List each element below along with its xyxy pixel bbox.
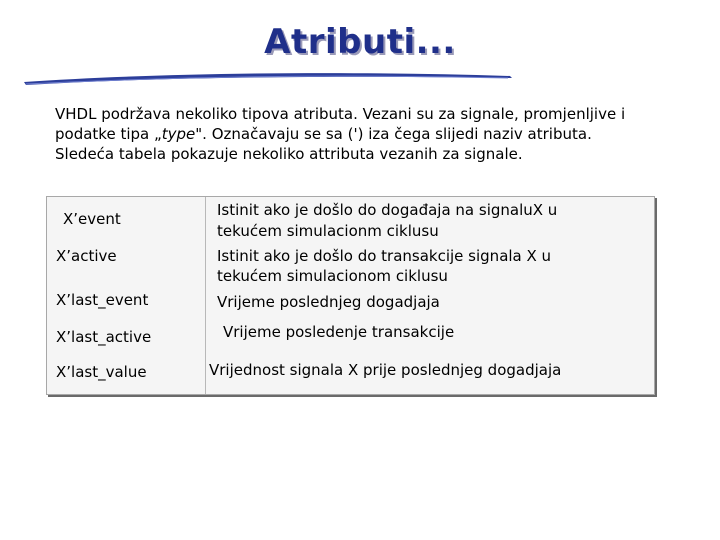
desc-event-line1: Istinit ako je došlo do događaja na signaluX u bbox=[217, 201, 558, 219]
title-underline-swoosh bbox=[20, 66, 520, 86]
attr-active: X’active bbox=[56, 247, 117, 265]
attributes-table bbox=[46, 196, 655, 395]
desc-active-line2: tekućem simulacionom ciklusu bbox=[217, 267, 448, 285]
intro-paragraph bbox=[55, 104, 685, 164]
intro-line-2-suffix: ". Označavaju se sa (') iza čega slijedi naziv atributa. bbox=[195, 125, 592, 143]
attr-last-value: X’last_value bbox=[56, 363, 147, 381]
desc-last-event: Vrijeme poslednjeg dogadjaja bbox=[217, 293, 440, 311]
desc-last-value: Vrijednost signala X prije poslednjeg dogadjaja bbox=[209, 361, 562, 379]
intro-type-italic: type bbox=[161, 125, 196, 143]
attr-last-active: X’last_active bbox=[56, 328, 152, 346]
intro-line-2 bbox=[55, 124, 685, 144]
intro-line-3: Sledeća tabela pokazuje nekoliko attributa vezanih za signale. bbox=[55, 145, 523, 163]
slide-title: Atributi... bbox=[264, 22, 456, 62]
desc-last-active: Vrijeme posledenje transakcije bbox=[223, 323, 455, 341]
attr-last-event: X’last_event bbox=[56, 291, 149, 309]
intro-line-1: VHDL podržava nekoliko tipova atributa. Vezani su za signale, promjenljive i bbox=[55, 105, 626, 123]
desc-event-line2: tekućem simulacionm ciklusu bbox=[217, 222, 439, 240]
attr-event: X’event bbox=[63, 210, 121, 228]
intro-line-2-prefix: podatke tipa „ bbox=[55, 125, 162, 143]
desc-active-line1: Istinit ako je došlo do transakcije signala X u bbox=[217, 247, 552, 265]
column-divider bbox=[205, 197, 206, 394]
